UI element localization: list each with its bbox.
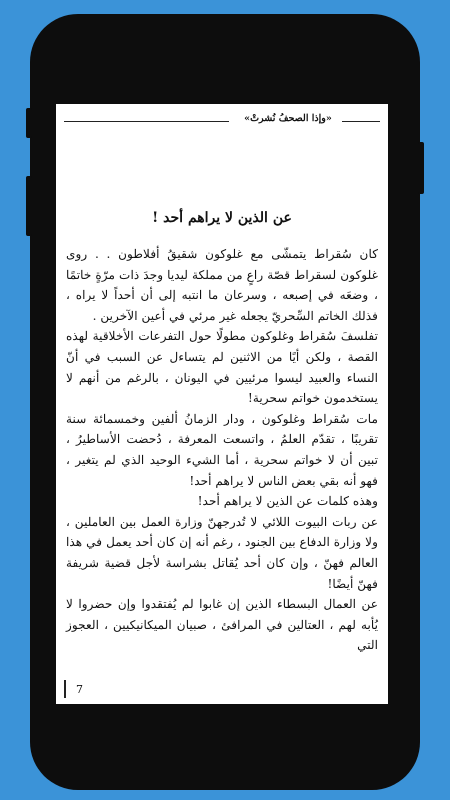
phone-frame <box>30 14 420 790</box>
chapter-title: عن الذين لا يراهم أحد ! <box>152 210 292 226</box>
paragraph: مات سُقراط وغلوكون ، ودار الزمانُ ألفين وخمسمائة سنة تقريبًا ، تقدّم العلمُ ، واتسعت المعرفة ، دُحضت الأساطيرُ ، تبين أن لا خواتم سحرية ، أما الشيء الوحيد الذي لم يتغير ، فهو أنه بقي بعض الناس لا يراهم أحد! <box>66 411 378 488</box>
paragraph: كان سُقراط يتمشّى مع غلوكون شقيقُ أفلاطون . . روى غلوكون لسقراط قصّة راعٍ من مملكة ليديا وجدَ ذات مرّةٍ خاتمًا ، وضعَه في إصبعه ، وسرعان ما انتبه إلى أن أحداً لا يراه ، فذلك الخاتم السِّحريّ يجعله غير مرئي في أعين الآخرين . <box>66 247 378 323</box>
paragraph: عن العمال البسطاء الذين إن غابوا لم يُفتقدوا وإن حضروا لا يُأبه لهم ، العتالين في المرافئ ، صبيان الميكانيكيين ، العجوز التي <box>66 597 378 653</box>
paragraph: تفلسفَ سُقراط وغلوكون مطولًا حول التفرعات الأخلاقية لهذه القصة ، ولكن أيًا من الاثنين لم يتساءل عن السبب في أنّ النساء والعبيد ليسوا مرئيين في اليونان ، بالرغم من أنهم لا يستخدمون خواتم سحرية! <box>66 329 378 406</box>
running-head <box>56 113 388 129</box>
side-button-right <box>418 142 424 194</box>
footer-rule <box>64 680 66 698</box>
side-button-left-bottom <box>26 176 32 236</box>
page-footer <box>64 680 104 698</box>
page-body-text <box>66 244 378 656</box>
paragraph: وهذه كلمات عن الذين لا يراهم أحد! <box>197 494 378 509</box>
paragraph: عن ربات البيوت اللائي لا تُدرجهنّ وزارة العمل بين العاملين ، ولا وزارة الدفاع بين الجنود ، رغم أنه إن كان أحد يعمل في هذا العالم فهنّ ، وإن كان أحد يُقاتل بشراسة لأجل قضية شريفة فهنّ أيضًا! <box>66 514 378 591</box>
running-head-rule-right <box>342 121 380 122</box>
running-head-rule-left <box>64 121 229 122</box>
page-number: 7 <box>76 683 83 696</box>
running-head-title: «وإذا الصحفُ نُشرتْ» <box>244 113 332 124</box>
side-button-left-top <box>26 108 32 138</box>
book-page[interactable] <box>56 104 388 704</box>
